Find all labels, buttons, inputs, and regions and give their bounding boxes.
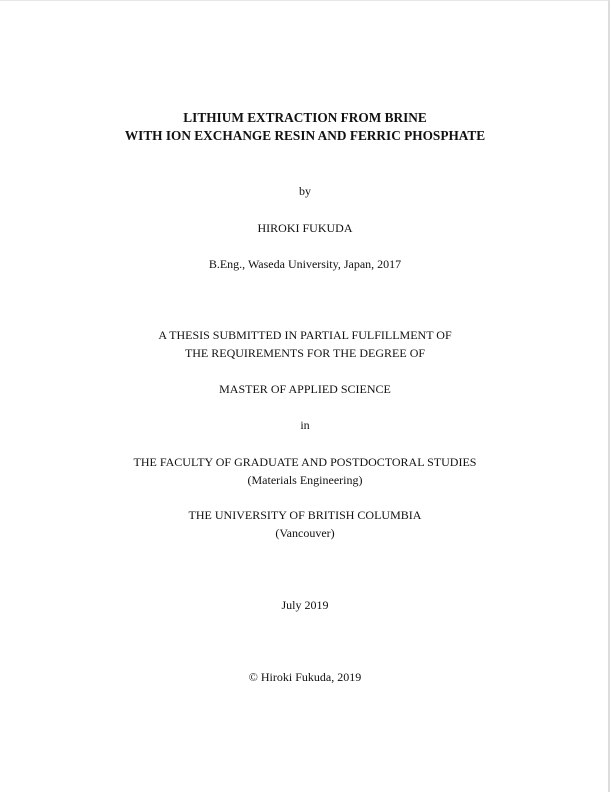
copyright-notice: © Hiroki Fukuda, 2019 (248, 670, 362, 684)
submission-date: July 2019 (281, 598, 329, 612)
thesis-title-line-2: WITH ION EXCHANGE RESIN AND FERRIC PHOSPHATE (124, 128, 486, 143)
thesis-title-line-1: LITHIUM EXTRACTION FROM BRINE (183, 110, 427, 125)
in-label: in (300, 418, 310, 432)
department-name: (Materials Engineering) (247, 473, 363, 487)
faculty-name: THE FACULTY OF GRADUATE AND POSTDOCTORAL STUDIES (133, 455, 477, 469)
degree-name: MASTER OF APPLIED SCIENCE (219, 382, 391, 396)
submission-statement-line-2: THE REQUIREMENTS FOR THE DEGREE OF (184, 346, 426, 360)
by-label: by (299, 184, 311, 198)
prior-degree: B.Eng., Waseda University, Japan, 2017 (208, 257, 402, 271)
university-name: THE UNIVERSITY OF BRITISH COLUMBIA (188, 508, 422, 522)
campus-name: (Vancouver) (275, 526, 335, 540)
submission-statement-line-1: A THESIS SUBMITTED IN PARTIAL FULFILLMENT OF (158, 328, 452, 342)
author-name: HIROKI FUKUDA (257, 221, 353, 235)
